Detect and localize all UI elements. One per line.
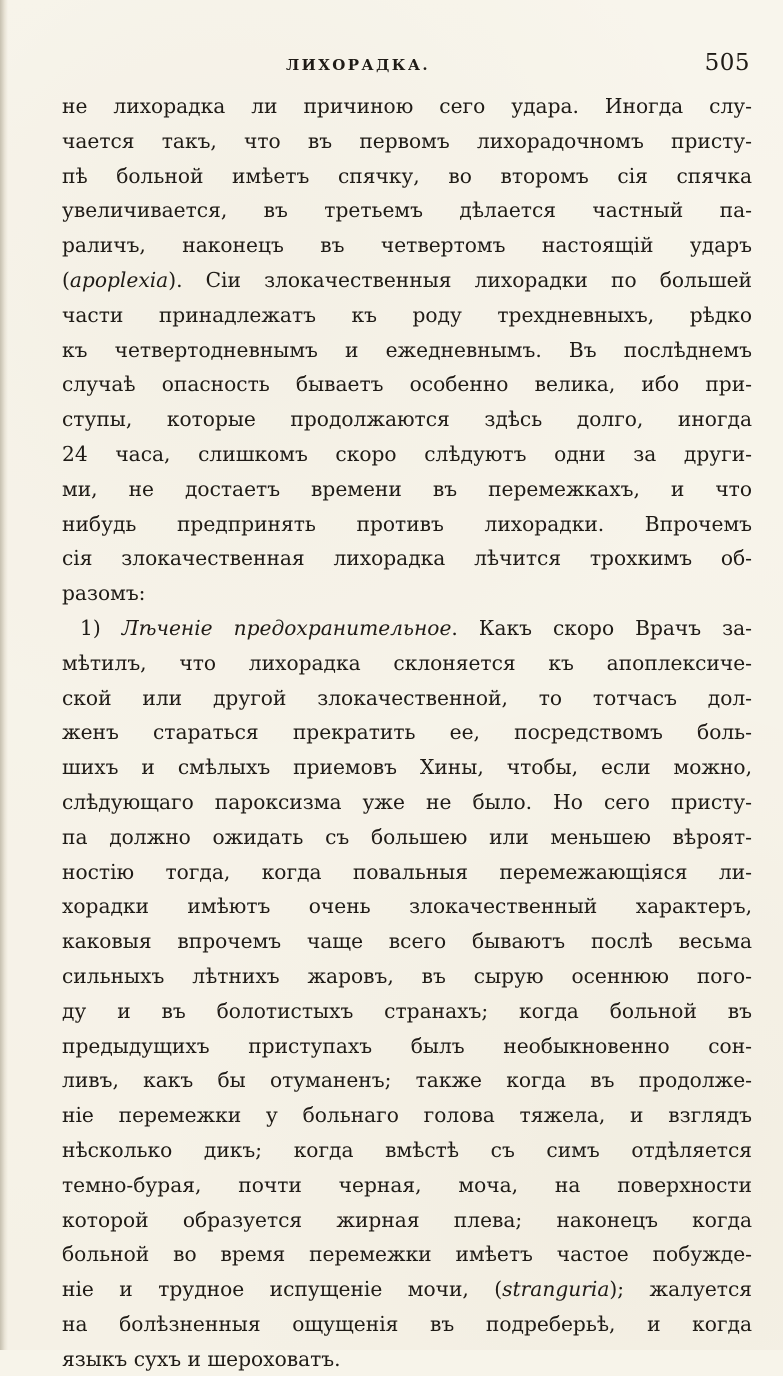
text-line: нибудь предпринять противъ лихорадки. Впрочемъ bbox=[62, 511, 752, 536]
text-line: сильныхъ лѣтнихъ жаровъ, въ сырую осеннюю пого- bbox=[62, 963, 752, 988]
text-line: не лихорадка ли причиною сего удара. Иногда слу- bbox=[62, 94, 752, 118]
text-line: слѣдующаго пароксизма уже не было. Но сего присту- bbox=[62, 789, 752, 814]
text-line: части принадлежатъ къ роду трехдневныхъ, рѣдко bbox=[62, 302, 752, 327]
body-text bbox=[62, 89, 752, 1376]
text-line: сія злокачественная лихорадка лѣчится трохкимъ об- bbox=[62, 546, 752, 571]
page-number: 505 bbox=[704, 50, 750, 76]
italic-term: Лѣченіе предохранительное bbox=[121, 615, 452, 640]
page-left-edge bbox=[0, 0, 8, 1350]
text-line: ми, не достаетъ времени въ перемежкахъ, и что bbox=[62, 476, 752, 501]
text-line: ностію тогда, когда повальныя перемежающіяся ли- bbox=[62, 859, 752, 884]
text-line: случаѣ опасность бываетъ особенно велика, ибо при- bbox=[62, 372, 752, 397]
text-line: ду и въ болотистыхъ странахъ; когда больной въ bbox=[62, 998, 752, 1023]
text-line: мѣтилъ, что лихорадка склоняется къ апоплексиче- bbox=[62, 650, 752, 675]
text-line: 1) Лѣченіе предохранительное. Какъ скоро Врачъ за- bbox=[80, 615, 752, 640]
text-line: ніе перемежки у больнаго голова тяжела, и взглядъ bbox=[62, 1103, 752, 1128]
text-line: женъ стараться прекратить ее, посредствомъ боль- bbox=[62, 720, 752, 745]
text-line: каковыя впрочемъ чаще всего бываютъ послѣ весьма bbox=[62, 929, 752, 954]
text-line: хорадки имѣютъ очень злокачественный характеръ, bbox=[62, 894, 752, 919]
text-line: нѣсколько дикъ; когда вмѣстѣ съ симъ отдѣляется bbox=[62, 1137, 752, 1162]
text-line: разомъ: bbox=[62, 581, 146, 606]
text-line: ливъ, какъ бы отуманенъ; также когда въ продолже- bbox=[62, 1068, 752, 1093]
text-line: раличъ, наконецъ въ четвертомъ настоящій ударъ bbox=[62, 233, 752, 258]
italic-term: strangurіa bbox=[502, 1277, 610, 1302]
italic-term: apoplexia bbox=[69, 267, 169, 292]
text-line: увеличивается, въ третьемъ дѣлается частный па- bbox=[62, 198, 752, 223]
text-line: шихъ и смѣлыхъ приемовъ Хины, чтобы, если можно, bbox=[62, 755, 752, 780]
text-line: ступы, которые продолжаются здѣсь долго, иногда bbox=[62, 407, 752, 432]
text-line: па должно ожидать съ большею или меньшею вѣроят- bbox=[62, 824, 752, 849]
running-title: ЛИХОРАДКА. bbox=[286, 56, 431, 74]
text-line: больной во время перемежки имѣетъ частое побужде- bbox=[62, 1242, 752, 1267]
text-line: (apoplexia). Сіи злокачественныя лихорадки по большей bbox=[62, 267, 752, 292]
text-line: къ четвертодневнымъ и ежедневнымъ. Въ послѣднемъ bbox=[62, 337, 752, 362]
text-line: языкъ сухъ и шероховатъ. bbox=[62, 1346, 341, 1371]
text-line: которой образуется жирная плева; наконецъ когда bbox=[62, 1207, 752, 1232]
text-line: ніе и трудное испущеніе мочи, (strangurіa); жалуется bbox=[62, 1277, 752, 1302]
text-line: пѣ больной имѣетъ спячку, во второмъ сія спячка bbox=[62, 163, 752, 188]
text-line: ской или другой злокачественной, то тотчасъ дол- bbox=[62, 685, 752, 710]
text-line: на болѣзненныя ощущенія въ подреберьѣ, и когда bbox=[62, 1311, 752, 1336]
text-line: чается такъ, что въ первомъ лихорадочномъ присту- bbox=[62, 128, 752, 153]
text-line: 24 часа, слишкомъ скоро слѣдуютъ одни за други- bbox=[62, 441, 752, 466]
text-line: предыдущихъ приступахъ былъ необыкновенно сон- bbox=[62, 1033, 752, 1058]
text-line: темно-бурая, почти черная, моча, на поверхности bbox=[62, 1172, 752, 1197]
